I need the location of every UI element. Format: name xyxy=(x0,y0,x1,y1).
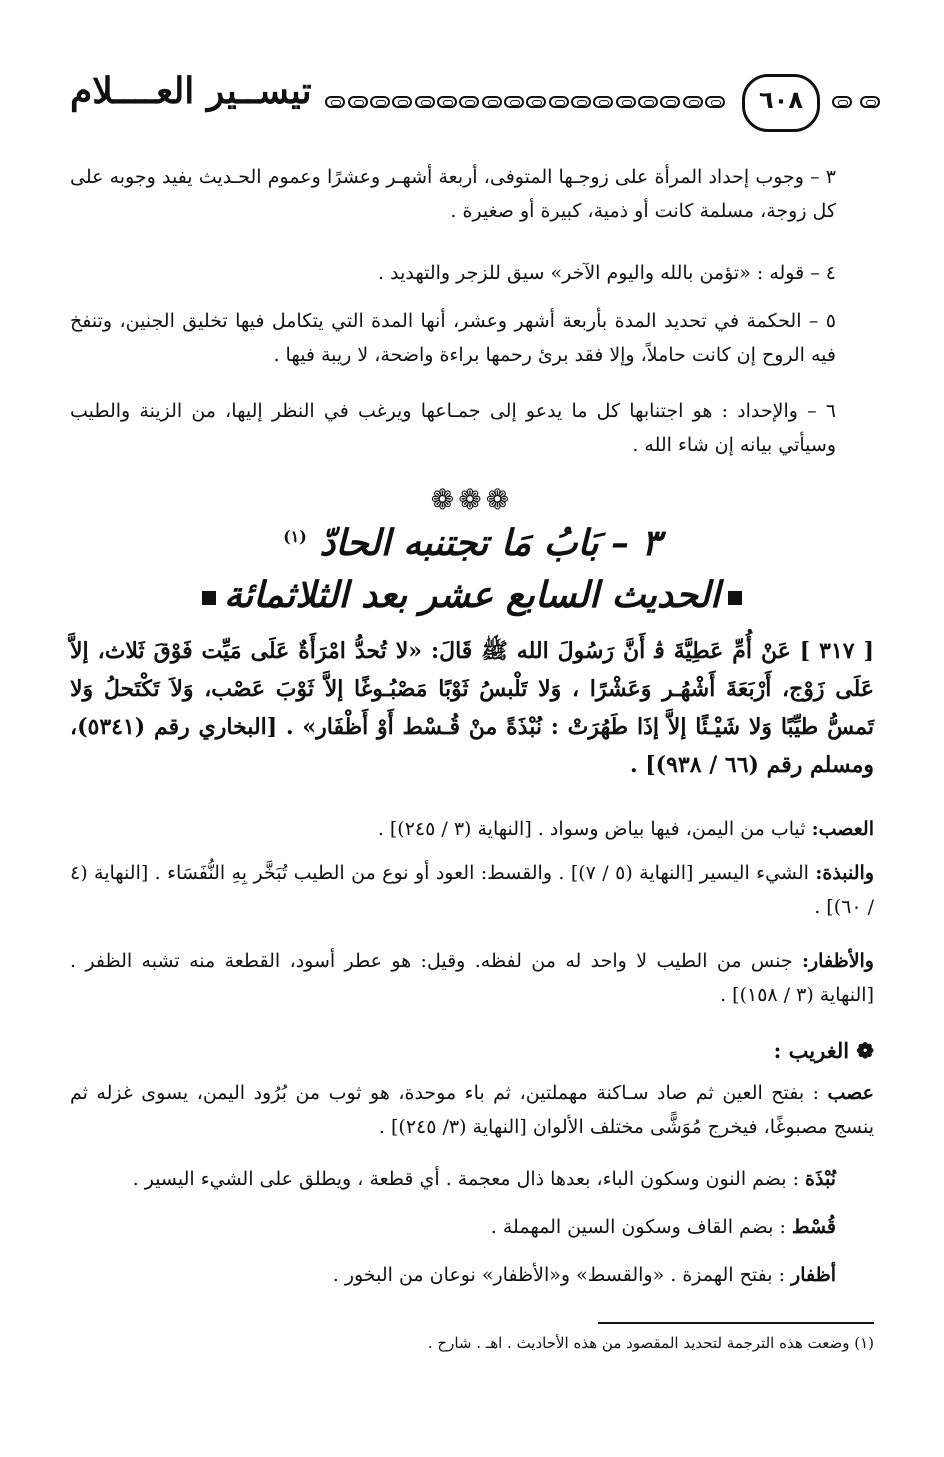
square-bullet-icon xyxy=(202,591,216,605)
explanation-azfar xyxy=(70,944,874,1012)
section-separator: ❁❁❁ xyxy=(430,483,514,516)
gharib-azfar xyxy=(70,1258,874,1292)
footnote-divider xyxy=(598,1322,874,1324)
chapter-title-text: ٣ – بَابُ مَا تجتنبه الحادّ xyxy=(319,522,661,564)
gharib-body: : بفتح الهمزة . «والقسط» و«الأظفار» نوعان من البخور . xyxy=(332,1264,792,1286)
page-number-frame xyxy=(742,74,820,132)
point-5: ٥ – الحكمة في تحديد المدة بأربعة أشهر وعشر، أنها المدة التي يتكامل فيها تخليق الجنين، وتنفخ فيه الروح إن كانت حاملاً، وإلا فقد برئ رحمها براءة واضحة، لا ريبة فيها . xyxy=(70,310,836,366)
gharib-term: عصب xyxy=(827,1082,874,1104)
explanation-body: جنس من الطيب لا واحد له من لفظه. وقيل: هو عطر أسود، القطعة منه تشبه الظفر . [النهاية (٣ / ١٥٨)] . xyxy=(70,950,874,1006)
square-bullet-icon xyxy=(728,591,742,605)
gharib-term: نُبْذَة xyxy=(805,1168,836,1190)
hadith-heading-text: الحديث السابع عشر بعد الثلاثمائة xyxy=(223,574,721,616)
decorative-chain-right xyxy=(832,92,880,112)
page-header xyxy=(70,70,880,140)
gharib-term: أظفار xyxy=(791,1264,836,1286)
chapter-title xyxy=(0,522,944,564)
gharib-body: : بضم النون وسكون الباء، بعدها ذال معجمة . أي قطعة ، ويطلق على الشيء اليسير . xyxy=(132,1168,806,1190)
point-4: ٤ – قوله : «تؤمن بالله واليوم الآخر» سيق للزجر والتهديد . xyxy=(378,262,836,284)
explanation-body: الشيء اليسير [النهاية (٥ / ٧)] . والقسط: العود أو نوع من الطيب تُبَخَّر بِهِ النُّفَسَاء . [النهاية (٤ / ٦٠)] . xyxy=(70,862,874,918)
explanation-asb xyxy=(70,812,874,846)
explanation-term: والنبذة: xyxy=(815,862,875,884)
page-number: ٦٠٨ xyxy=(759,86,803,114)
decorative-chain-left xyxy=(325,92,725,112)
explanation-term: والأظفار: xyxy=(801,950,874,972)
gharib-heading: ❁ الغريب : xyxy=(773,1038,874,1063)
gharib-nubdha xyxy=(70,1162,874,1196)
gharib-term: قُسْط xyxy=(791,1216,836,1238)
hadith-heading xyxy=(0,574,944,616)
footnote-ref: (١) xyxy=(283,527,307,546)
explanation-body: ثياب من اليمن، فيها بياض وسواد . [النهاية (٣ / ٢٤٥)] . xyxy=(377,818,812,840)
footnote: (١) وضعت هذه الترجمة لتحديد المقصود من هذه الأحاديث . اهـ . شارح . xyxy=(427,1334,874,1352)
hadith-text: [ ٣١٧ ] عَنْ أُمِّ عَطِيَّةَ ﭬ أَنَّ رَسُولَ الله ﷺ قَالَ: «لا تُحدُّ امْرَأَةٌ عَلَى مَيِّت فَوْقَ ثَلاث، إلاَّ عَلَى زَوْج، أَرْبَعَةَ أَشْهُـر وَعَشْرًا ، وَلا تَلْبسُ ثَوْبًا مَصْبُـوغًا إلاَّ ثَوْبَ عَصْب، وَلاَ تَكْتَحلُ وَلا تَمسُّ طيِّبًا وَلا شَيْـئًا إلاَّ إذَا طَهُرَتْ : نُبْذَةً منْ قُـسْط أَوْ أَظْفَار» . [البخاري رقم (٥٣٤١)، ومسلم رقم (٦٦ / ٩٣٨)] . xyxy=(70,638,874,778)
gharib-qust xyxy=(70,1210,874,1244)
point-6: ٦ – والإحداد : هو اجتنابها كل ما يدعو إلى جمـاعها ويرغب في النظر إليها، من الزينة والطيب وسيأتي بيانه إن شاء الله . xyxy=(70,400,836,456)
point-3: ٣ – وجوب إحداد المرأة على زوجـها المتوفى، أربعة أشهـر وعشرًا وعموم الحـديث يفيد وجوبه على كل زوجة، مسلمة كانت أو ذمية، كبيرة أو صغيرة . xyxy=(70,166,836,222)
gharib-body: : بضم القاف وسكون السين المهملة . xyxy=(490,1216,792,1238)
gharib-body: : بفتح العين ثم صاد سـاكنة مهملتين، ثم باء موحدة، هو ثوب من بُرُود اليمن، يسوى غزله ثم ينسج مصبوغًا، فيخرج مُوَشًّى مختلف الألوان [النهاية (٣/ ٢٤٥)] . xyxy=(70,1082,874,1138)
explanation-nubdha xyxy=(70,856,874,924)
book-title: تيســير العــــلام xyxy=(70,70,312,112)
explanation-term: العصب: xyxy=(811,818,874,840)
gharib-asb xyxy=(70,1076,874,1144)
